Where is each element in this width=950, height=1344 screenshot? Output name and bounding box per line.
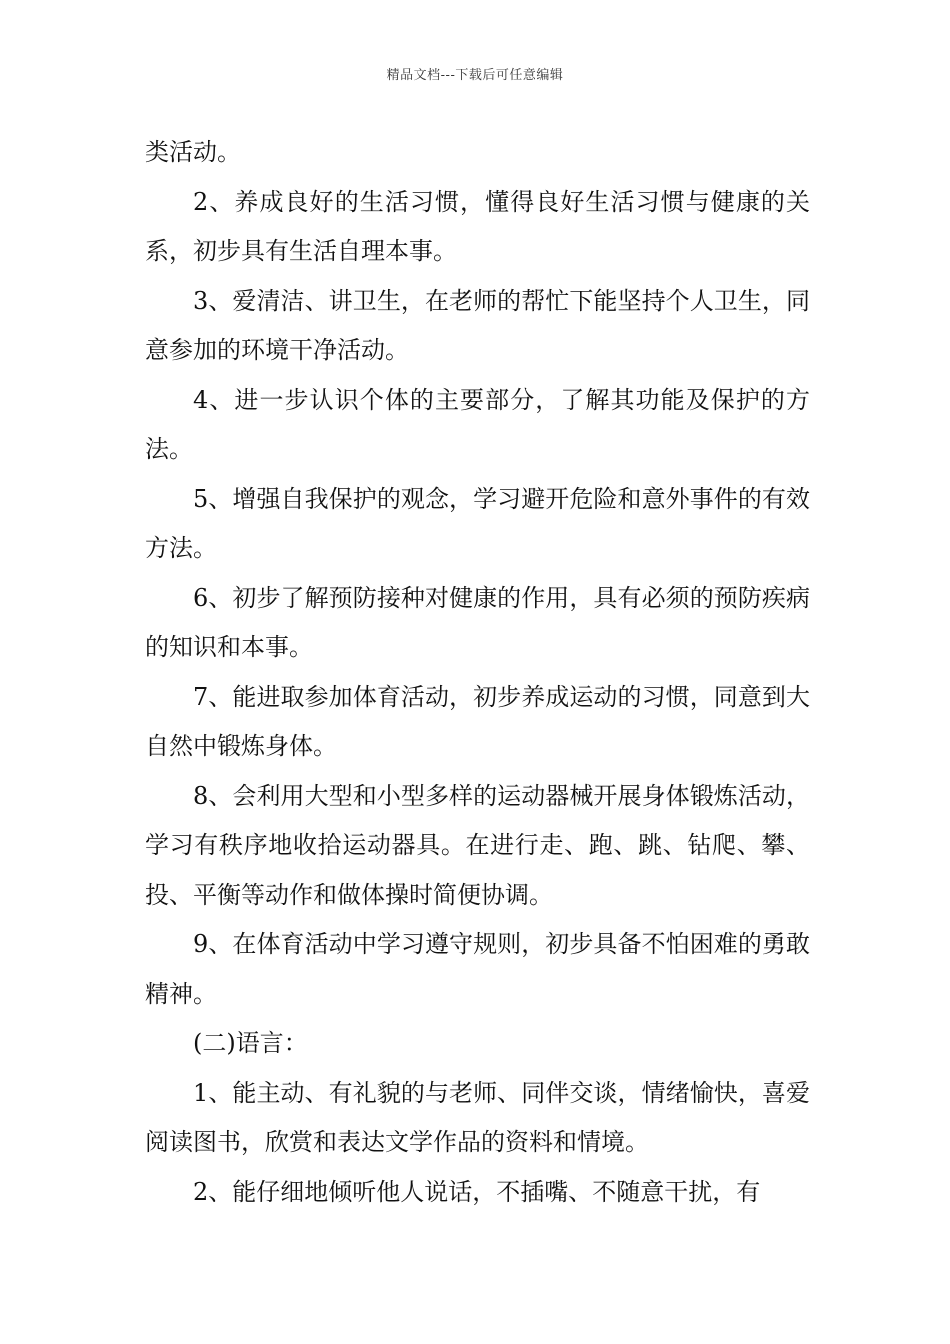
paragraph: 5、增强自我保护的观念，学习避开危险和意外事件的有效方法。 xyxy=(145,484,810,562)
paragraph: 7、能进取参加体育活动，初步养成运动的习惯，同意到大自然中锻炼身体。 xyxy=(145,682,810,760)
paragraph: 4、进一步认识个体的主要部分，了解其功能及保护的方法。 xyxy=(145,385,810,463)
paragraph: 2、能仔细地倾听他人说话，不插嘴、不随意干扰，有 xyxy=(193,1177,761,1206)
paragraph: 2、养成良好的生活习惯，懂得良好生活习惯与健康的关系，初步具有生活自理本事。 xyxy=(145,187,810,265)
paragraph: 9、在体育活动中学习遵守规则，初步具备不怕困难的勇敢精神。 xyxy=(145,930,810,1008)
paragraph: 8、会利用大型和小型多样的运动器械开展身体锻炼活动，学习有秩序地收拾运动器具。在进行走、跑、跳、钻爬、攀、投、平衡等动作和做体操时简便协调。 xyxy=(145,781,810,909)
paragraph: 1、能主动、有礼貌的与老师、同伴交谈，情绪愉快，喜爱阅读图书，欣赏和表达文学作品的资料和情境。 xyxy=(145,1078,810,1156)
page-header: 精品文档---下载后可任意编辑 xyxy=(386,68,564,83)
paragraph: 类活动。 xyxy=(145,138,241,166)
paragraph: 3、爱清洁、讲卫生，在老师的帮忙下能坚持个人卫生，同意参加的环境干净活动。 xyxy=(145,286,810,364)
paragraph: 6、初步了解预防接种对健康的作用，具有必须的预防疾病的知识和本事。 xyxy=(145,583,810,661)
document-body xyxy=(145,128,810,1217)
section-heading: (二)语言： xyxy=(193,1029,308,1057)
